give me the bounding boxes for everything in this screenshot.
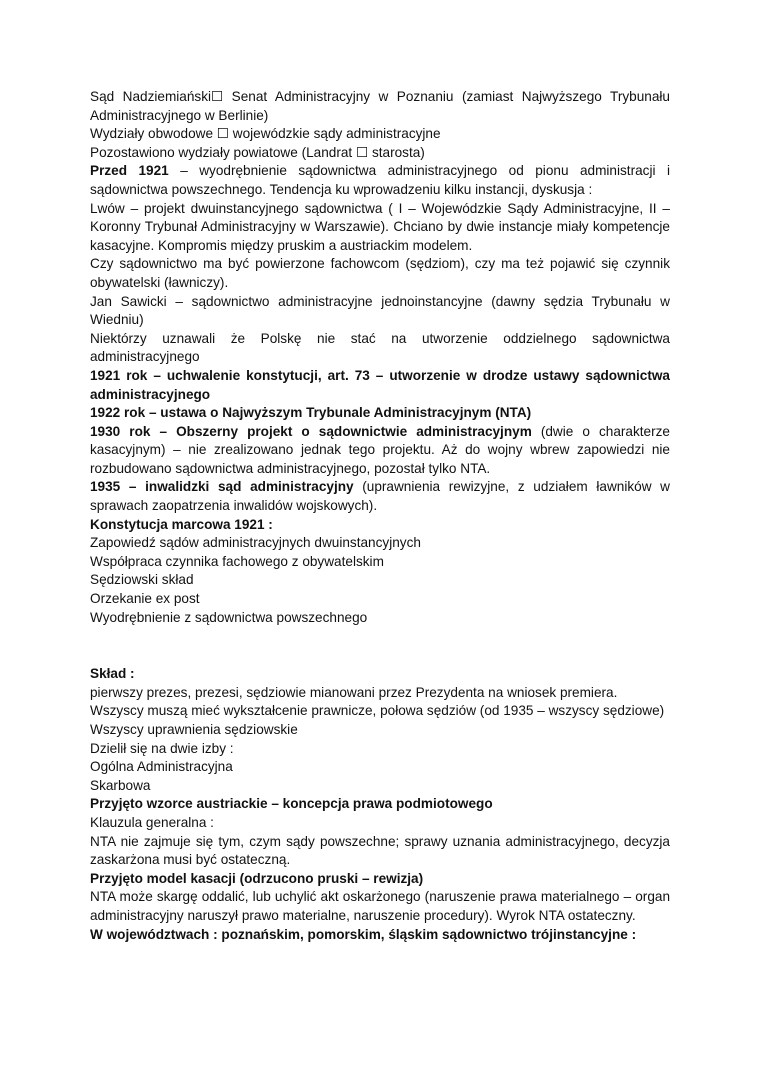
paragraph-prezes: pierwszy prezes, prezesi, sędziowie mianowani przez Prezydenta na wniosek premiera. bbox=[90, 684, 618, 700]
paragraph-wzorce-austriackie: Przyjęto wzorce austriackie – koncepcja prawa podmiotowego bbox=[90, 796, 493, 812]
paragraph-model-kasacji: Przyjęto model kasacji (odrzucono pruski – rewizja) bbox=[90, 870, 424, 886]
paragraph-przed-1921 bbox=[90, 162, 670, 199]
paragraph-nta-zakres: NTA nie zajmuje się tym, czym sądy powszechne; sprawy uznania administracyjnego, decyzja zaskarżona musi być ostateczną. bbox=[90, 833, 670, 868]
paragraph-przed-1921-bold: Przed 1921 bbox=[90, 163, 169, 179]
paragraph-1930-text: (dwie o charakterze kasacyjnym) – nie zrealizowano jednak tego projektu. Aż do wojny wbrew zapowiedzi nie rozbudowano sądownictwa administracyjnego, pozostał tylko NTA. bbox=[90, 423, 670, 476]
paragraph-wydzialy-obwodowe: Wydziały obwodowe ☐ wojewódzkie sądy administracyjne bbox=[90, 126, 441, 142]
paragraph-izba-ogolna: Ogólna Administracyjna bbox=[90, 759, 233, 775]
heading-konstytucja-marcowa: Konstytucja marcowa 1921 : bbox=[90, 516, 273, 532]
list-item: Zapowiedź sądów administracyjnych dwuinstancyjnych bbox=[90, 535, 421, 551]
paragraph-wyksztalcenie: Wszyscy muszą mieć wykształcenie prawnicze, połowa sędziów (od 1935 – wszyscy sędziowe) bbox=[90, 703, 665, 719]
heading-sklad: Skład : bbox=[90, 666, 135, 682]
paragraph-1930 bbox=[90, 423, 670, 479]
paragraph-senat: Sąd Nadziemiański☐ Senat Administracyjny w Poznaniu (zamiast Najwyższego Trybunału Administracyjnego w Berlinie) bbox=[90, 89, 670, 123]
list-item: Współpraca czynnika fachowego z obywatelskim bbox=[90, 553, 384, 569]
paragraph-1921: 1921 rok – uchwalenie konstytucji, art. 73 – utworzenie w drodze ustawy sądownictwa administracyjnego bbox=[90, 367, 670, 402]
paragraph-wojewodztwa: W województwach : poznańskim, pomorskim, śląskim sądownictwo trójinstancyjne : bbox=[90, 926, 637, 942]
paragraph-klauzula: Klauzula generalna : bbox=[90, 814, 214, 830]
paragraph-niektorzy: Niektórzy uznawali że Polskę nie stać na utworzenie oddzielnego sądownictwa administracyjnego bbox=[90, 330, 670, 365]
paragraph-lwow: Lwów – projekt dwuinstancyjnego sądownictwa ( I – Wojewódzkie Sądy Administracyjne, II – Koronny Trybunał Administracyjny w Warszawie). Chciano by dwie instancje miały kompetencje kasacyjne. Kompromis między pruskim a austriackim modelem. bbox=[90, 200, 670, 253]
paragraph-izby: Dzielił się na dwie izby : bbox=[90, 740, 234, 756]
paragraph-1935-text: (uprawnienia rewizyjne, z udziałem ławników w sprawach zaopatrzenia inwalidów wojskowych). bbox=[90, 479, 670, 514]
paragraph-przed-1921-text: – wyodrębnienie sądownictwa administracyjnego od pionu administracji i sądownictwa powszechnego. Tendencja ku wprowadzeniu kilku instancji, dyskusja : bbox=[90, 163, 670, 197]
list-item: Orzekanie ex post bbox=[90, 591, 200, 607]
paragraph-wydzialy-powiatowe: Pozostawiono wydziały powiatowe (Landrat ☐ starosta) bbox=[90, 144, 425, 160]
paragraph-1935 bbox=[90, 478, 670, 515]
paragraph-nta-skarga: NTA może skargę oddalić, lub uchylić akt oskarżonego (naruszenie prawa materialnego – organ administracyjny naruszył prawo materialne, naruszenie procedury). Wyrok NTA ostateczny. bbox=[90, 889, 670, 923]
paragraph-izba-skarbowa: Skarbowa bbox=[90, 777, 151, 793]
paragraph-1930-bold: 1930 rok – Obszerny projekt o sądownictwie administracyjnym bbox=[90, 423, 532, 439]
paragraph-1935-bold: 1935 – inwalidzki sąd administracyjny bbox=[90, 479, 354, 495]
list-item: Sędziowski skład bbox=[90, 572, 194, 588]
paragraph-1922: 1922 rok – ustawa o Najwyższym Trybunale Administracyjnym (NTA) bbox=[90, 405, 532, 421]
section-spacer bbox=[90, 627, 670, 665]
paragraph-fachowcy: Czy sądownictwo ma być powierzone fachowcom (sędziom), czy ma też pojawić się czynnik obywatelski (ławniczy). bbox=[90, 256, 670, 290]
list-item: Wyodrębnienie z sądownictwa powszechnego bbox=[90, 609, 368, 625]
paragraph-sawicki: Jan Sawicki – sądownictwo administracyjne jednoinstancyjne (dawny sędzia Trybunału w Wiedniu) bbox=[90, 293, 670, 328]
paragraph-uprawnienia: Wszyscy uprawnienia sędziowskie bbox=[90, 722, 298, 737]
